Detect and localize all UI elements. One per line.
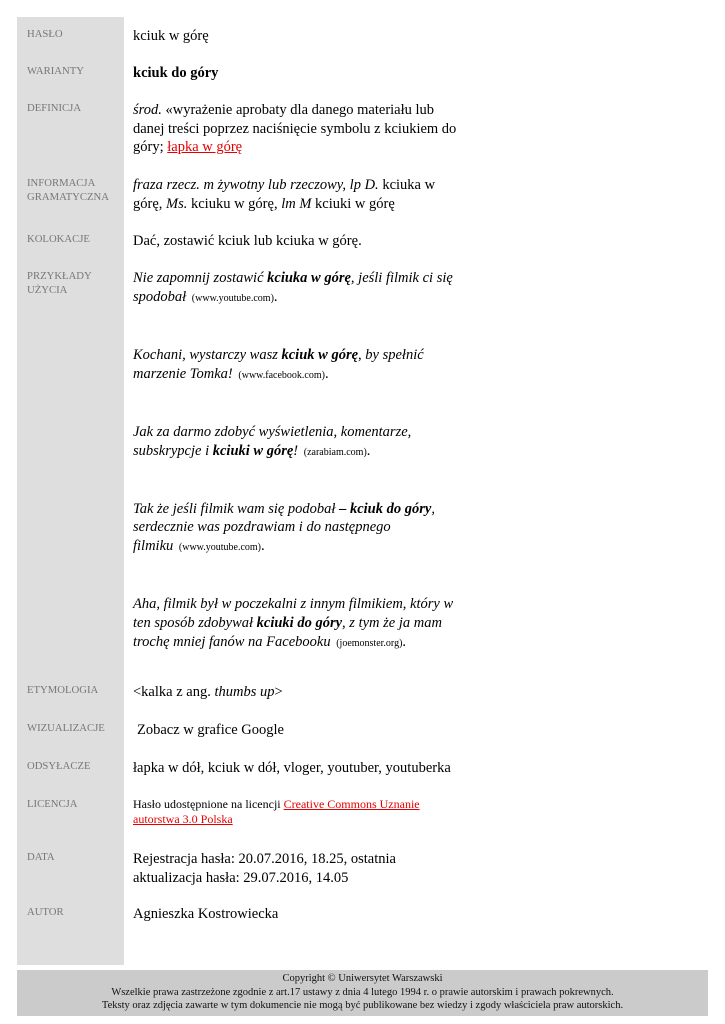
grammar-line (133, 176, 435, 195)
headword-label: HASŁO (27, 28, 63, 40)
example-text: Aha, filmik był w poczekalni z innym filmikiem, który w (133, 596, 454, 613)
variants-label: WARIANTY (27, 65, 84, 77)
definition-line (133, 120, 456, 139)
example-item (133, 346, 453, 385)
update-date: aktualizacja hasła: 29.07.2016, 14.05 (133, 869, 349, 886)
example-text: ten sposób zdobywał (133, 615, 257, 632)
example-line (133, 269, 453, 288)
example-text: , (431, 500, 435, 517)
etymology-label: ETYMOLOGIA (27, 684, 99, 696)
collocations-value: Dać, zostawić kciuk lub kciuka w górę. (133, 233, 362, 249)
example-line (133, 633, 453, 654)
etymology-segment: > (274, 684, 283, 700)
example-item (133, 500, 453, 558)
example-text: filmiku (133, 538, 177, 555)
example-text: trochę mniej fanów na Facebooku (133, 633, 335, 650)
license-line (133, 812, 420, 827)
example-line (133, 365, 453, 386)
example-keyword: kciuki do góry (256, 615, 343, 632)
example-line (133, 518, 453, 537)
grammar-line (133, 195, 435, 214)
copyright-footer (17, 970, 708, 1016)
grammar-text (133, 176, 435, 213)
example-line (133, 614, 453, 633)
cross-references-value: łapka w dół, kciuk w dół, vloger, youtuber, youtuberka (133, 760, 451, 776)
example-source: (www.facebook.com) (238, 369, 325, 381)
grammar-qualifier: fraza rzecz. m żywotny lub rzeczowy, lp D. (133, 177, 379, 193)
example-line (133, 346, 453, 365)
visualizations-label: WIZUALIZACJE (27, 722, 105, 734)
example-text: subskrypcje i (133, 442, 213, 459)
rights-reserved-line: Wszelkie prawa zastrzeżone zgodnie z art.17 ustawy z dnia 4 lutego 1994 r. o prawie autorskim i prawach pokrewnych. (111, 986, 614, 998)
example-punctuation: . (324, 365, 329, 382)
etymology-source-phrase: thumbs up (214, 684, 275, 700)
definition-segment: góry; (133, 139, 168, 156)
example-keyword: – kciuk do góry (339, 500, 432, 517)
license-segment: Hasło udostępnione na licencji (133, 797, 284, 811)
grammar-form: kciuku w górę, (187, 195, 282, 212)
license-label: LICENCJA (27, 798, 78, 810)
example-text: ! (293, 442, 302, 459)
example-text: , jeśli filmik ci się (350, 270, 453, 286)
etymology-segment: <kalka z ang. (133, 684, 215, 700)
example-item (133, 269, 453, 308)
grammar-form: kciuki w górę (311, 195, 395, 212)
synonym-link[interactable]: łapka w górę (167, 139, 243, 156)
example-text: marzenie Tomka! (133, 365, 237, 382)
example-text: Tak że jeśli filmik wam się podobał (133, 500, 340, 517)
example-line (133, 500, 453, 519)
collocations-label: KOLOKACJE (27, 233, 90, 245)
example-text: Kochani, wystarczy wasz (133, 346, 282, 363)
example-source: (www.youtube.com) (191, 292, 274, 304)
headword-value: kciuk w górę (133, 28, 209, 44)
publication-notice-line: Teksty oraz zdjęcia zawarte w tym dokumencie nie mogą być publikowane bez wiedzy i zgody właściciela praw autorskich. (101, 1000, 624, 1011)
examples-list (133, 269, 453, 691)
example-text: , z tym że ja mam (342, 615, 442, 632)
example-line (133, 442, 453, 463)
license-link[interactable]: Creative Commons Uznanie (283, 797, 420, 811)
definition-line (133, 101, 456, 120)
example-source: (www.youtube.com) (178, 542, 262, 554)
example-line (133, 423, 453, 442)
example-line (133, 288, 453, 309)
variants-value: kciuk do góry (133, 65, 219, 81)
license-link[interactable]: autorstwa 3.0 Polska (133, 812, 233, 826)
example-source: (zarabiam.com) (303, 446, 367, 458)
example-text: Jak za darmo zdobyć wyświetlenia, komentarze, (133, 423, 412, 440)
example-keyword: kciuk w górę (281, 346, 359, 363)
example-punctuation: . (261, 538, 265, 555)
grammar-form: kciuka w (378, 177, 436, 193)
definition-segment: «wyrażenie aprobaty dla danego materiału lub (161, 102, 435, 118)
license-text (133, 797, 420, 827)
register-qualifier: środ. (133, 102, 162, 118)
example-punctuation: . (273, 288, 278, 305)
grammar-qualifier: lm M (281, 195, 312, 212)
definition-line (133, 138, 456, 157)
example-item (133, 423, 453, 462)
definition-label: DEFINICJA (27, 102, 82, 114)
example-text: spodobał (133, 288, 190, 305)
date-label: DATA (27, 851, 55, 863)
example-punctuation: . (402, 633, 407, 650)
definition-segment: danej treści poprzez naciśnięcie symbolu z kciukiem do (133, 120, 457, 137)
registration-date: Rejestracja hasła: 20.07.2016, 18.25, ostatnia (133, 851, 396, 867)
grammar-label: INFORMACJA GRAMATYCZNA (27, 177, 109, 203)
etymology-value (133, 683, 283, 702)
example-text: Nie zapomnij zostawić (133, 270, 268, 286)
label-column (17, 17, 124, 965)
example-keyword: kciuka w górę (267, 270, 351, 286)
date-text (133, 850, 396, 887)
example-keyword: kciuki w górę (212, 442, 294, 459)
author-value: Agnieszka Kostrowiecka (133, 906, 279, 922)
google-images-link[interactable]: Zobacz w grafice Google (137, 722, 284, 738)
grammar-form: górę, (133, 195, 167, 212)
example-punctuation: . (366, 442, 371, 459)
license-line (133, 797, 420, 812)
author-label: AUTOR (27, 906, 64, 918)
copyright-line: Copyright © Uniwersytet Warszawski (282, 973, 443, 984)
example-line (133, 595, 453, 614)
example-source: (joemonster.org) (336, 637, 403, 649)
example-text: serdecznie was pozdrawiam i do następnego (133, 519, 391, 536)
definition-text (133, 101, 456, 157)
example-text: , by spełnić (358, 346, 424, 363)
example-item (133, 595, 453, 653)
grammar-qualifier: Ms. (166, 195, 188, 212)
examples-label: PRZYKŁADY UŻYCIA (27, 270, 92, 296)
cross-references-label: ODSYŁACZE (27, 760, 91, 772)
example-line (133, 537, 453, 558)
